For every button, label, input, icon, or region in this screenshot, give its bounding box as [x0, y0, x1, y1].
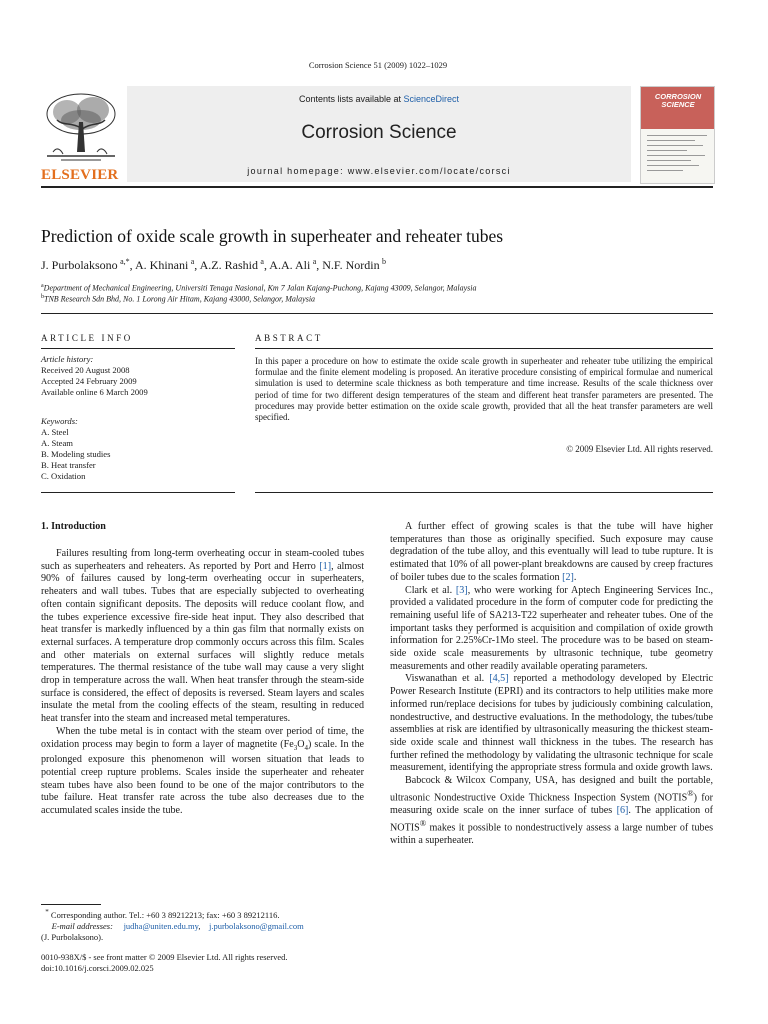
keyword-item[interactable]: A. Steam [41, 438, 73, 448]
author-name[interactable]: A. Khinani [134, 258, 189, 272]
author-affiliation-mark: a,* [120, 257, 130, 266]
author-affiliation-mark: a [260, 257, 264, 266]
body-paragraph: A further effect of growing scales is that the tube will have higher temperatures than those as originally specified. Such exposure may cause degradation of the tube alloy, and this eventually will lead to tube rupture. It is estimated that 10% of all power-plant breakdowns are caused by creep fractures of boiler tubes due to the scales formation [2]. [390, 521, 713, 583]
author-affiliation-mark: a [312, 257, 317, 266]
cover-text-line [647, 145, 703, 146]
affiliation-text: Department of Mechanical Engineering, Universiti Tenaga Nasional, Km 7 Jalan Kajang-Puchong, Kajang 43009, Selangor, Malaysia [43, 283, 477, 293]
citation-link[interactable]: [2] [562, 571, 574, 583]
cover-text-line [647, 170, 683, 171]
journal-masthead [41, 86, 631, 182]
body-paragraph: Clark et al. [3], who were working for Aptech Engineering Services Inc., provided a validated procedure in the form of computer code for predicting the remaining useful life of SA213-T22 superheater and reheater tubes. One of the important tasks they performed is acquisition and compilation of oxide growth information for 2.25%Cr-1Mo steel. The procedure was to be based on steam-side oxide scale measurements by ultrasonic technique, tube geometry measurements and other readily available operating parameters. [390, 584, 714, 672]
author-name[interactable]: J. Purbolaksono [41, 258, 118, 272]
body-paragraph: Viswanathan et al. [4,5] reported a methodology developed by Electric Power Research Institute (EPRI) and its contractors to help utilities make more informed run/replace decisions for tubes by judiciously combining calculation, nondestructive, and destructive evaluations. In the methodology, the tubes/tube assemblies at risk are identified by ultrasonically measuring the thickest steam-side oxide scale and thinnest wall thickness in the tubes. The research has further refined the methodology by validating the ultrasonic technique for scale measurement, identifying the appropriate stress formula and oxide growth laws. [390, 673, 713, 774]
article-history [41, 354, 235, 398]
keyword-item[interactable]: B. Modeling studies [41, 449, 111, 459]
issn-line: 0010-938X/$ - see front matter © 2009 Elsevier Ltd. All rights reserved. [41, 952, 288, 962]
email-link[interactable]: j.purbolaksono@gmail.com [208, 920, 304, 931]
email-owner: (J. Purbolaksono). [41, 931, 104, 942]
citation-link[interactable]: [4,5] [489, 673, 509, 685]
history-item: Available online 6 March 2009 [41, 387, 148, 397]
abstract-heading: ABSTRACT [255, 333, 323, 343]
header-divider [41, 186, 713, 188]
contents-label: Contents lists available at [298, 94, 404, 104]
article-info-heading: ARTICLE INFO [41, 333, 133, 343]
history-item: Accepted 24 February 2009 [41, 376, 137, 386]
tree-icon [41, 92, 121, 164]
affiliation-a [41, 283, 721, 293]
cover-text-line [647, 140, 695, 141]
author-name[interactable]: A.Z. Rashid [199, 258, 258, 272]
article-title: Prediction of oxide scale growth in superheater and reheater tubes [41, 226, 504, 246]
author-affiliation-mark: b [382, 257, 387, 266]
cover-title: CORROSION SCIENCE [654, 92, 702, 109]
footnote-divider [41, 904, 101, 905]
abstract-text: In this paper a procedure on how to estimate the oxide scale growth in superheater and reheater tube utilizing the empirical formulae and the finite element modeling is proposed. An iterative procedure consisting of empirical formulae and numerical simulation is used to determine scale thickness as both temperature and time increase. Results of the scale thickness over period of time for two different design temperatures of the steam and different heat transfer parameters are presented. The procedures may provide better estimation on the oxide scale growth, provided that all the heat transfer parameters are well specified. [255, 356, 713, 423]
journal-homepage[interactable]: journal homepage: www.elsevier.com/locate/corsci [247, 166, 511, 176]
email-link[interactable]: judha@uniten.edu.my [123, 920, 199, 931]
body-paragraph: Babcock & Wilcox Company, USA, has designed and built the portable, ultrasonic Nondestructive Oxide Thickness Inspection System (NOTIS®) for measuring oxide scale on the inner surface of tubes [6]. The application of NOTIS® makes it possible to nondestructively assess a large number of tubes within a superheater. [390, 775, 714, 846]
body-paragraph: Failures resulting from long-term overheating occur in steam-cooled tubes such as superheaters and reheaters. As reported by Port and Herro [1], almost 90% of failures caused by long-term overheating occur in superheaters, reheaters and wall tubes. Tubes that are especially subjected to overheating often contain significant deposits. The deposits will reduce coolant flow, and the tubes experience excessive fire-side heat input. They also described that heat transfer is markedly influenced by a thin gas film that normally exists on external surfaces. A temperature drop commonly occurs across this film. Scales and other materials on external surfaces will slightly reduce metals temperatures. The thermal resistance of the tube wall may cause a very slight drop in temperature across the wall. When heat transfer through the steam-side surface is considered, the effect of deposits is reversed. Steam layers and scales insulate the metal from the cooling effects of the steam, resulting in reduced heat transfer into the steam and increased metal temperatures. [41, 548, 364, 725]
email-label: E-mail addresses: [51, 920, 113, 931]
affiliation-mark: a [41, 283, 44, 289]
affiliation-text: TNB Research Sdn Bhd, No. 1 Lorong Air Hitam, Kajang 43000, Selangor, Malaysia [44, 294, 316, 304]
title-divider [41, 313, 713, 314]
elsevier-tree-logo [41, 92, 121, 182]
journal-citation: Corrosion Science 51 (2009) 1022–1029 [308, 60, 448, 70]
section-heading-introduction: 1. Introduction [41, 521, 106, 532]
issn-doi-block [41, 952, 364, 974]
body-column-right [390, 521, 713, 847]
keyword-item[interactable]: C. Oxidation [41, 471, 86, 481]
article-info-bottom-divider [41, 492, 235, 493]
contents-line [127, 94, 631, 104]
cover-text-line [647, 150, 687, 151]
sciencedirect-link[interactable]: ScienceDirect [403, 94, 460, 104]
body-column-left [41, 548, 364, 818]
abstract-copyright: © 2009 Elsevier Ltd. All rights reserved. [566, 444, 713, 454]
citation-link[interactable]: [3] [455, 584, 468, 596]
author-list: J. Purbolaksono $^{a,*}$, A. Khinani $^a$, A.Z. Rashid $^a$, A.A. Ali $^a$, N.F. Nordin $^b$ [41, 257, 387, 272]
citation-link[interactable]: [1] [319, 560, 332, 572]
author-name[interactable]: A.A. Ali [269, 258, 311, 272]
author-affiliation-mark: a [190, 257, 195, 266]
article-info-divider [41, 348, 235, 349]
citation-link[interactable]: [6] [616, 804, 629, 816]
history-item: Received 20 August 2008 [41, 365, 130, 375]
keywords-label: Keywords: [41, 416, 78, 426]
cover-text-line [647, 160, 691, 161]
affiliation-b [41, 294, 721, 304]
corresponding-author-footnote: * Corresponding author. Tel.: +60 3 89212213; fax: +60 3 89212116. E-mail addresses: judha@uniten.edu.my, j.purbolaksono@gmail.com (J. Purbolaksono). [41, 907, 364, 943]
keyword-item[interactable]: A. Steel [41, 427, 69, 437]
journal-name: Corrosion Science [301, 122, 457, 143]
journal-cover-thumbnail [640, 86, 715, 184]
cover-text-line [647, 165, 699, 166]
doi-line[interactable]: doi:10.1016/j.corsci.2009.02.025 [41, 963, 154, 973]
abstract-divider [255, 348, 713, 349]
publisher-name: ELSEVIER [41, 167, 119, 183]
cover-text-line [647, 155, 705, 156]
cover-text-line [647, 135, 707, 136]
body-paragraph: When the tube metal is in contact with the steam over period of time, the oxidation process may begin to form a layer of magnetite $(Fe_3O_4)$ scale. In the prolonged exposure this phenomenon will worsen situation that leads to potential creep rupture problems. Scales inside the superheater and reheater steam tubes have also been found to be one of the major contributors to the tube failure. Heat transfer rate across the tube also decreases due to the accumulated scales inside the tube. [41, 725, 364, 817]
footnote-mark: * [45, 908, 49, 916]
abstract-bottom-divider [255, 492, 713, 493]
affiliation-mark: b [41, 294, 44, 300]
history-label: Article history: [41, 354, 94, 364]
author-name[interactable]: N.F. Nordin [322, 258, 380, 272]
keywords-list [41, 416, 235, 482]
corresponding-author-text: Corresponding author. Tel.: +60 3 89212213; fax: +60 3 89212116. [50, 909, 280, 920]
journal-banner [127, 86, 631, 182]
keyword-item[interactable]: B. Heat transfer [41, 460, 96, 470]
